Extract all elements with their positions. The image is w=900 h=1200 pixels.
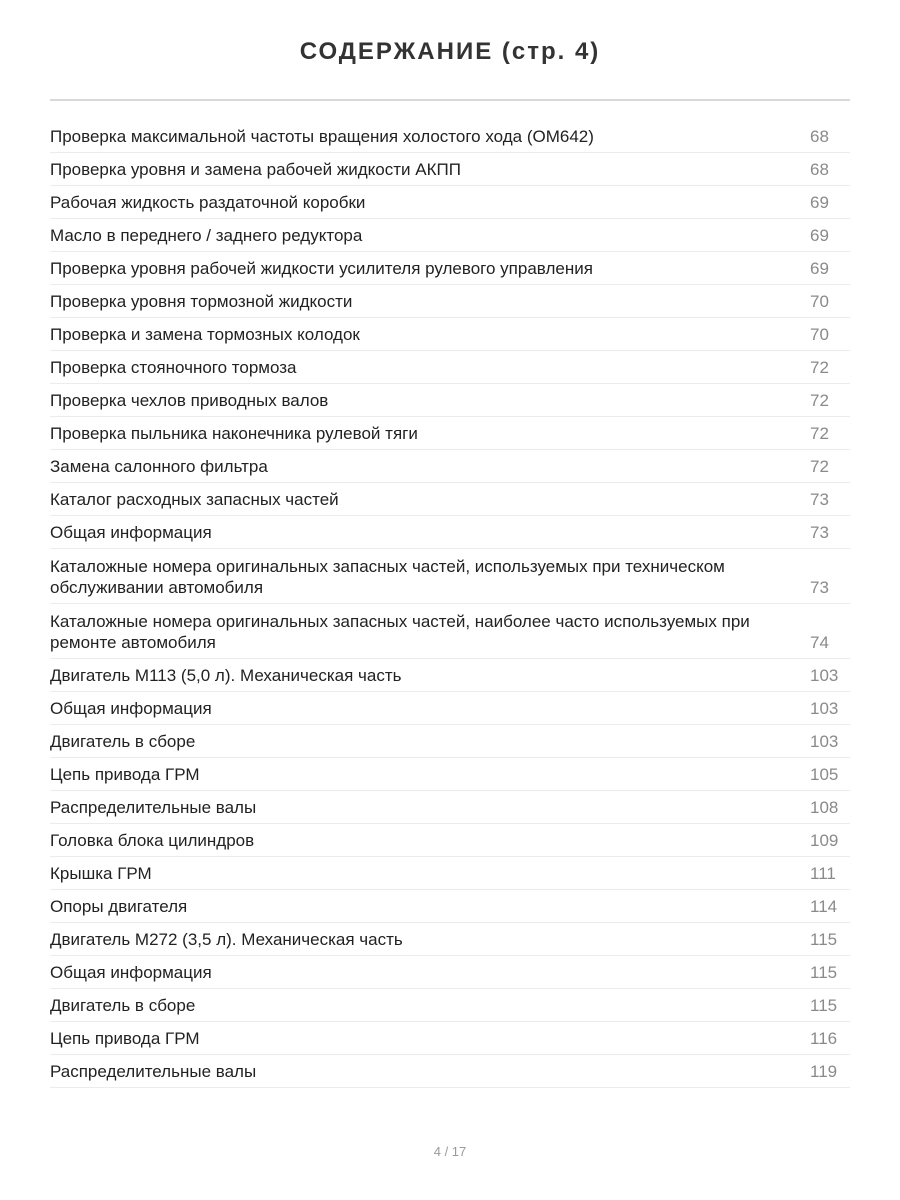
toc-entry[interactable] [50, 252, 850, 285]
toc-entry-page-number: 73 [810, 490, 829, 509]
toc-entry[interactable] [50, 516, 850, 549]
toc-entry[interactable] [50, 417, 850, 450]
toc-entry-page-number: 74 [810, 633, 829, 652]
toc-entry-page-number: 111 [810, 864, 836, 883]
toc-entry[interactable] [50, 791, 850, 824]
toc-entry-title: Опоры двигателя [50, 897, 188, 916]
toc-entry-page-number: 116 [810, 1029, 838, 1048]
toc-entry-title: Двигатель в сборе [50, 732, 196, 751]
toc-entry-title: Проверка уровня рабочей жидкости усилителя рулевого управления [50, 259, 593, 278]
toc-entry-title: Каталожные номера оригинальных запасных частей, используемых при техническом обслуживании автомобиля [50, 557, 725, 597]
toc-entry-page-number: 72 [810, 358, 829, 377]
toc-entry[interactable] [50, 318, 850, 351]
toc-entry-page-number: 119 [810, 1062, 838, 1081]
toc-entry-page-number: 103 [810, 666, 839, 685]
toc-entry-page-number: 69 [810, 226, 829, 245]
toc-entry[interactable] [50, 219, 850, 252]
toc-entry[interactable] [50, 483, 850, 516]
toc-entry[interactable] [50, 725, 850, 758]
toc-entry-page-number: 68 [810, 160, 829, 179]
toc-entry[interactable] [50, 384, 850, 417]
toc-entry-page-number: 73 [810, 578, 829, 597]
toc-entry-page-number: 72 [810, 424, 829, 443]
toc-entry-page-number: 115 [810, 963, 838, 982]
toc-entry-page-number: 68 [810, 127, 829, 146]
toc-entry[interactable] [50, 450, 850, 483]
toc-entry-title: Проверка уровня тормозной жидкости [50, 292, 353, 311]
toc-entry-page-number: 72 [810, 457, 829, 476]
toc-entry-title: Двигатель в сборе [50, 996, 196, 1015]
toc-entry[interactable] [50, 692, 850, 725]
toc-entry-page-number: 70 [810, 292, 829, 311]
toc-entry-page-number: 109 [810, 831, 839, 850]
toc-entry[interactable] [50, 989, 850, 1022]
toc-entry-page-number: 114 [810, 897, 838, 916]
toc-entry[interactable] [50, 923, 850, 956]
toc-entry-title: Двигатель M113 (5,0 л). Механическая часть [50, 666, 402, 685]
toc-entry-title: Проверка максимальной частоты вращения холостого хода (OM642) [50, 127, 594, 146]
toc-entry-title: Проверка уровня и замена рабочей жидкости АКПП [50, 160, 461, 179]
toc-entry[interactable] [50, 604, 850, 659]
toc-entry[interactable] [50, 1055, 850, 1088]
toc-entry[interactable] [50, 890, 850, 923]
toc-entry[interactable] [50, 1022, 850, 1055]
toc-entry-title: Распределительные валы [50, 1062, 257, 1081]
toc-entry-page-number: 70 [810, 325, 829, 344]
toc-entry[interactable] [50, 758, 850, 791]
toc-entry[interactable] [50, 824, 850, 857]
toc-entry[interactable] [50, 351, 850, 384]
toc-entry-page-number: 69 [810, 193, 829, 212]
toc-entry-page-number: 72 [810, 391, 829, 410]
toc-entry[interactable] [50, 857, 850, 890]
toc-entry-title: Распределительные валы [50, 798, 257, 817]
toc-entry-title: Цепь привода ГРМ [50, 765, 200, 784]
title-divider [50, 99, 850, 101]
toc-entry-page-number: 103 [810, 732, 839, 751]
toc-entry[interactable] [50, 285, 850, 318]
toc-entry-page-number: 115 [810, 996, 838, 1015]
toc-entry-title: Головка блока цилиндров [50, 831, 255, 850]
toc-entry-title: Замена салонного фильтра [50, 457, 268, 476]
toc-entry-page-number: 73 [810, 523, 829, 542]
toc-entry[interactable] [50, 659, 850, 692]
toc-entry-title: Проверка пыльника наконечника рулевой тяги [50, 424, 418, 443]
toc-entry[interactable] [50, 549, 850, 604]
toc-entry-title: Крышка ГРМ [50, 864, 152, 883]
toc-entry-title: Каталожные номера оригинальных запасных частей, наиболее часто используемых при ремонте автомобиля [50, 612, 750, 652]
toc-entry-page-number: 103 [810, 699, 839, 718]
toc-entry-page-number: 105 [810, 765, 839, 784]
toc-entry-title: Проверка и замена тормозных колодок [50, 325, 360, 344]
toc-entry[interactable] [50, 153, 850, 186]
toc-entry-page-number: 115 [810, 930, 838, 949]
toc-entry[interactable] [50, 120, 850, 153]
toc-entry-title: Двигатель M272 (3,5 л). Механическая часть [50, 930, 403, 949]
toc-entry-title: Проверка стояночного тормоза [50, 358, 297, 377]
toc-entry[interactable] [50, 186, 850, 219]
toc-entry[interactable] [50, 956, 850, 989]
toc-entry-title: Каталог расходных запасных частей [50, 490, 339, 509]
toc-entry-title: Масло в переднего / заднего редуктора [50, 226, 363, 245]
toc-list [50, 120, 850, 1088]
toc-entry-page-number: 108 [810, 798, 839, 817]
toc-entry-title: Общая информация [50, 699, 212, 718]
toc-entry-page-number: 69 [810, 259, 829, 278]
toc-entry-title: Цепь привода ГРМ [50, 1029, 200, 1048]
toc-entry-title: Рабочая жидкость раздаточной коробки [50, 193, 366, 212]
page-indicator: 4 / 17 [433, 1144, 467, 1159]
toc-entry-title: Общая информация [50, 523, 212, 542]
toc-entry-title: Проверка чехлов приводных валов [50, 391, 329, 410]
toc-entry-title: Общая информация [50, 963, 212, 982]
page-title: СОДЕРЖАНИЕ (стр. 4) [299, 38, 601, 65]
